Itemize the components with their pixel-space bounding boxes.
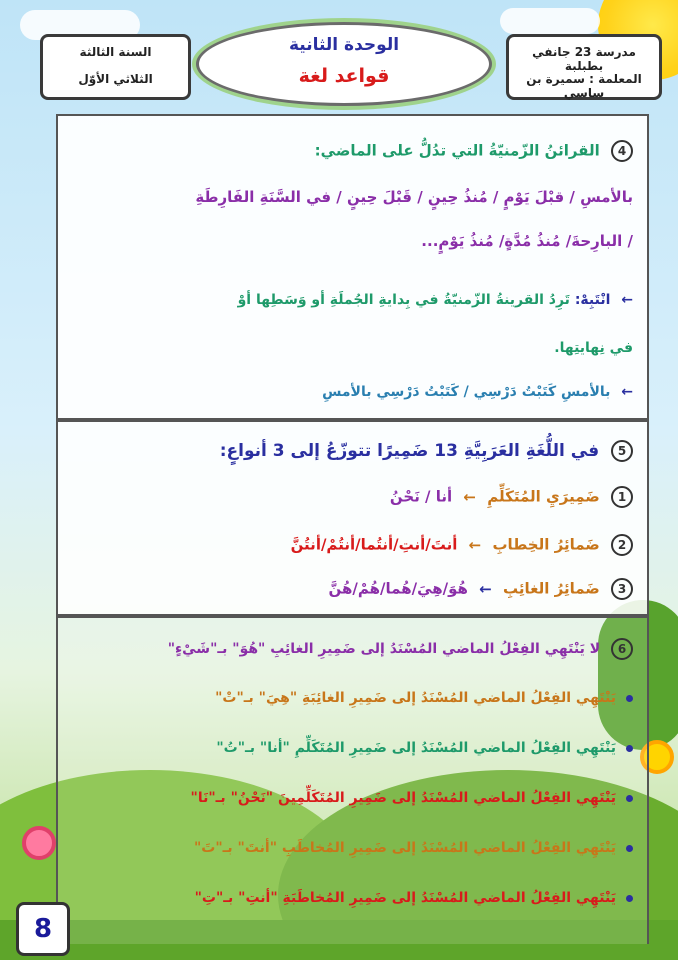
section-time-markers — [56, 114, 649, 420]
subject-title: قواعد لغة — [298, 65, 390, 87]
section4-title: القرائنُ الزّمنيّةُ التي تدُلُّ على الماضي: — [314, 141, 600, 160]
pronoun-type-2 — [68, 534, 633, 556]
item-number: 2 — [611, 534, 633, 556]
note-text: تَرِدُ القرينةُ الزّمنيّةُ في بِدايةِ الجُملَةِ أو وَسَطِها أوْ — [237, 292, 570, 308]
rule-text: يَنْتَهِي الفِعْلُ الماضي المُسْنَدُ إلى ضَمِيرِ المُتَكَلِّمِينَ "نَحْنُ" بـ"نَا" — [190, 790, 616, 806]
arrow-icon: ← — [479, 579, 492, 598]
bullet-icon — [626, 745, 633, 752]
bullet-icon — [626, 845, 633, 852]
time-markers-line1: بالأمسِ / قبْلَ يَوْمٍ / مُنذُ حِينٍ / قَبْلَ حِينٍ / في السَّنَةِ الفَارِطَةِ — [195, 188, 633, 206]
section5-number: 5 — [611, 440, 633, 462]
rule-text: يَنْتَهِي الفِعْلُ الماضي المُسْنَدُ إلى ضَمِيرِ الغائِبَةِ "هِيَ" بـ"تْ" — [215, 690, 616, 706]
rule-item — [68, 790, 633, 806]
section-past-verb — [56, 616, 649, 944]
rule-text: يَنْتَهِي الفِعْلُ الماضي المُسْنَدُ إلى ضَمِيرِ المُخاطَبِ "أنتَ" بـ"تَ" — [193, 840, 616, 856]
pronoun-type-value: أنتَ/أنتِ/أنتُما/أنتُمْ/أنتُنَّ — [290, 535, 458, 554]
note-continuation: في نِهايتِها. — [554, 340, 633, 356]
example-text: بالأمسِ كَتَبْتُ دَرْسِي / كَتَبْتُ دَرْسِي بالأمسِ — [322, 384, 611, 400]
flower-decoration — [22, 826, 56, 860]
year-label: السنة الثالثة — [79, 45, 152, 59]
pronoun-type-label: ضَمائِرُ الخِطابِ — [492, 535, 600, 554]
page-number: 8 — [16, 902, 70, 956]
rule-item — [68, 740, 633, 756]
rule-item — [68, 840, 633, 856]
time-markers-line2: / البارِحةَ/ مُنذُ مُدَّةٍ/ مُنذُ يَوْمٍ... — [421, 232, 633, 250]
section6-heading — [68, 638, 633, 660]
rule-item — [68, 690, 633, 706]
school-name: مدرسة 23 جانفي بطبلبة — [532, 45, 636, 73]
example-line — [68, 384, 633, 400]
arrow-icon: ← — [463, 487, 476, 506]
rule-item — [68, 890, 633, 906]
item-number: 3 — [611, 578, 633, 600]
arrow-icon: ← — [621, 384, 633, 400]
cloud-decoration — [500, 8, 600, 34]
pronoun-type-value: هُوَ/هِيَ/هُما/هُمْ/هُنَّ — [328, 579, 468, 598]
section6-number: 6 — [611, 638, 633, 660]
section5-heading — [68, 440, 633, 462]
pronoun-type-1 — [68, 486, 633, 508]
note-label: انْتَبِهْ: — [574, 292, 611, 308]
pronoun-type-label: ضَمائِرُ الغائِبِ — [503, 579, 600, 598]
pronoun-type-label: ضَمِيرَيِ المُتَكَلِّمِ — [487, 487, 600, 506]
school-info-box — [506, 34, 662, 100]
item-number: 1 — [611, 486, 633, 508]
rule-text: يَنْتَهِي الفِعْلُ الماضي المُسْنَدُ إلى ضَمِيرِ المُخاطَبَةِ "أنتِ" بـ"تِ" — [194, 890, 616, 906]
unit-title: الوحدة الثانية — [288, 35, 400, 55]
pronoun-type-3 — [68, 578, 633, 600]
bullet-icon — [626, 795, 633, 802]
title-oval — [196, 22, 492, 106]
term-label: الثلاثي الأوّل — [78, 72, 153, 86]
section-pronouns — [56, 420, 649, 616]
teacher-name: المعلمة : سميرة بن ساسي — [526, 72, 642, 100]
bullet-icon — [626, 695, 633, 702]
rule-text: يَنْتَهِي الفِعْلُ الماضي المُسْنَدُ إلى ضَمِيرِ المُتَكَلِّمِ "أنا" بـ"تُ" — [216, 740, 616, 756]
section6-title: لا يَنْتَهِي الفِعْلُ الماضي المُسْنَدُ إلى ضَمِيرِ الغائِبِ "هُوَ" بـ"شَيْءٍ" — [167, 641, 601, 657]
section4-heading — [68, 140, 633, 162]
bullet-icon — [626, 895, 633, 902]
arrow-icon: ← — [621, 292, 633, 308]
section4-number: 4 — [611, 140, 633, 162]
section5-title: في اللُّغَةِ العَرَبِيَّةِ 13 ضَمِيرًا تتوزّعُ إلى 3 أنواعٍ: — [219, 441, 600, 461]
class-info-box — [40, 34, 191, 100]
pronoun-type-value: أنا / نَحْنُ — [389, 487, 453, 506]
arrow-icon: ← — [468, 535, 482, 554]
note-line — [68, 292, 633, 308]
